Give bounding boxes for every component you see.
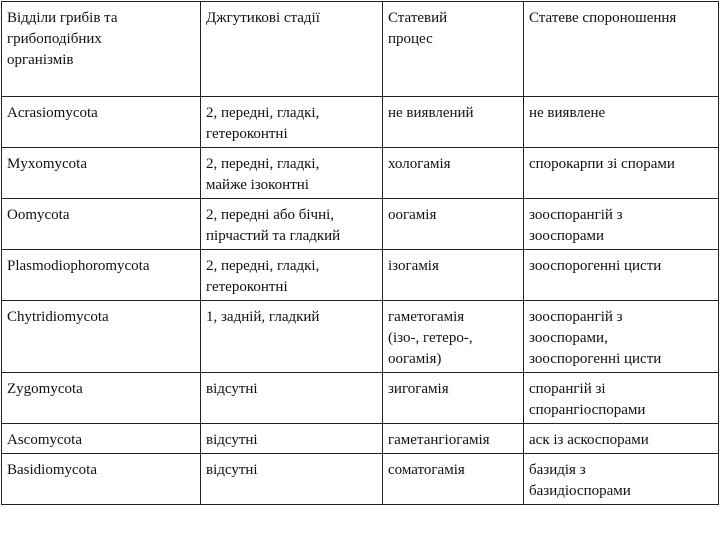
cell-sexual-sporulation: [524, 148, 719, 199]
cell-text-line: соматогамія: [388, 462, 465, 478]
cell-text-line: гаметогамія: [388, 309, 465, 325]
cell-text-line: Oomycota: [7, 207, 70, 223]
cell-text-line: гаметангіогамія: [388, 432, 490, 448]
cell-flagellar-stages: [201, 424, 383, 454]
cell-text-line: гетероконтні: [206, 279, 288, 295]
table-row: [2, 199, 719, 250]
cell-sexual-process: [383, 199, 524, 250]
cell-text-line: зооспорогенні цисти: [529, 258, 662, 274]
table-row: [2, 424, 719, 454]
cell-sexual-process: [383, 373, 524, 424]
cell-flagellar-stages: [201, 301, 383, 373]
cell-sexual-process: [383, 148, 524, 199]
table-body: [2, 2, 719, 505]
cell-text-line: ізогамія: [388, 258, 439, 274]
cell-text-line: спорангіоспорами: [529, 402, 646, 418]
table-row: [2, 148, 719, 199]
cell-text-line: майже ізоконтні: [206, 177, 309, 193]
cell-division: [2, 148, 201, 199]
cell-text-line: відсутні: [206, 381, 258, 397]
cell-division: [2, 373, 201, 424]
table-row: [2, 250, 719, 301]
cell-text-line: Ascomycota: [7, 432, 82, 448]
cell-sexual-process: [383, 424, 524, 454]
cell-text-line: Basidiomycota: [7, 462, 97, 478]
cell-text-line: спорокарпи зі спорами: [529, 156, 675, 172]
cell-flagellar-stages: [201, 97, 383, 148]
cell-sexual-sporulation: [524, 454, 719, 505]
cell-text-line: базидіоспорами: [529, 483, 631, 499]
cell-text-line: 1, задній, гладкий: [206, 309, 320, 325]
cell-text-line: Myxomycota: [7, 156, 87, 172]
cell-text-line: 2, передні, гладкі,: [206, 156, 320, 172]
table-row: [2, 97, 719, 148]
cell-flagellar-stages: [201, 199, 383, 250]
cell-sexual-sporulation: [524, 373, 719, 424]
cell-text-line: пірчастий та гладкий: [206, 228, 341, 244]
cell-text-line: Zygomycota: [7, 381, 83, 397]
cell-sexual-sporulation: [524, 424, 719, 454]
cell-division: [2, 250, 201, 301]
cell-text-line: аск із аскоспорами: [529, 432, 649, 448]
cell-text-line: не виявлений: [388, 105, 474, 121]
cell-flagellar-stages: [201, 148, 383, 199]
cell-division: [2, 301, 201, 373]
cell-text-line: 2, передні, гладкі,: [206, 105, 320, 121]
cell-sexual-process: [383, 250, 524, 301]
cell-text-line: 2, передні, гладкі,: [206, 258, 320, 274]
cell-text-line: грибоподібних: [7, 31, 102, 47]
cell-sexual-process: [383, 97, 524, 148]
cell-text-line: не виявлене: [529, 105, 606, 121]
header-cell-sexual-sporulation: [524, 2, 719, 97]
cell-text-line: гетероконтні: [206, 126, 288, 142]
cell-sexual-sporulation: [524, 301, 719, 373]
cell-text-line: зооспорангій з: [529, 207, 623, 223]
cell-text-line: Chytridiomycota: [7, 309, 109, 325]
cell-text-line: (ізо-, гетеро-,: [388, 330, 473, 346]
cell-sexual-sporulation: [524, 250, 719, 301]
cell-text-line: Статеве спороношення: [529, 10, 677, 26]
cell-text-line: оогамія: [388, 207, 437, 223]
cell-text-line: організмів: [7, 52, 74, 68]
cell-flagellar-stages: [201, 373, 383, 424]
table-header-row: [2, 2, 719, 97]
cell-text-line: спорангій зі: [529, 381, 606, 397]
cell-text-line: відсутні: [206, 432, 258, 448]
cell-text-line: процес: [388, 31, 433, 47]
cell-flagellar-stages: [201, 250, 383, 301]
table-row: [2, 454, 719, 505]
cell-division: [2, 199, 201, 250]
cell-text-line: зооспорами: [529, 228, 605, 244]
cell-text-line: базидія з: [529, 462, 586, 478]
header-cell-flagellar-stages: [201, 2, 383, 97]
cell-sexual-sporulation: [524, 199, 719, 250]
cell-text-line: оогамія): [388, 351, 442, 367]
cell-division: [2, 424, 201, 454]
header-cell-division: [2, 2, 201, 97]
cell-division: [2, 97, 201, 148]
cell-flagellar-stages: [201, 454, 383, 505]
cell-text-line: 2, передні або бічні,: [206, 207, 335, 223]
cell-text-line: Plasmodiophoromycota: [7, 258, 150, 274]
header-cell-sexual-process: [383, 2, 524, 97]
cell-division: [2, 454, 201, 505]
cell-sexual-process: [383, 301, 524, 373]
fungi-classification-table: [1, 1, 719, 505]
table-row: [2, 301, 719, 373]
cell-text-line: Джгутикові стадії: [206, 10, 320, 26]
cell-sexual-sporulation: [524, 97, 719, 148]
cell-text-line: зигогамія: [388, 381, 449, 397]
cell-text-line: Статевий: [388, 10, 448, 26]
cell-text-line: зооспорангій з: [529, 309, 623, 325]
cell-text-line: хологамія: [388, 156, 451, 172]
table-row: [2, 373, 719, 424]
cell-text-line: відсутні: [206, 462, 258, 478]
cell-text-line: зооспорами,: [529, 330, 608, 346]
cell-text-line: зооспорогенні цисти: [529, 351, 662, 367]
cell-text-line: Відділи грибів та: [7, 10, 118, 26]
cell-text-line: Acrasiomycota: [7, 105, 98, 121]
cell-sexual-process: [383, 454, 524, 505]
